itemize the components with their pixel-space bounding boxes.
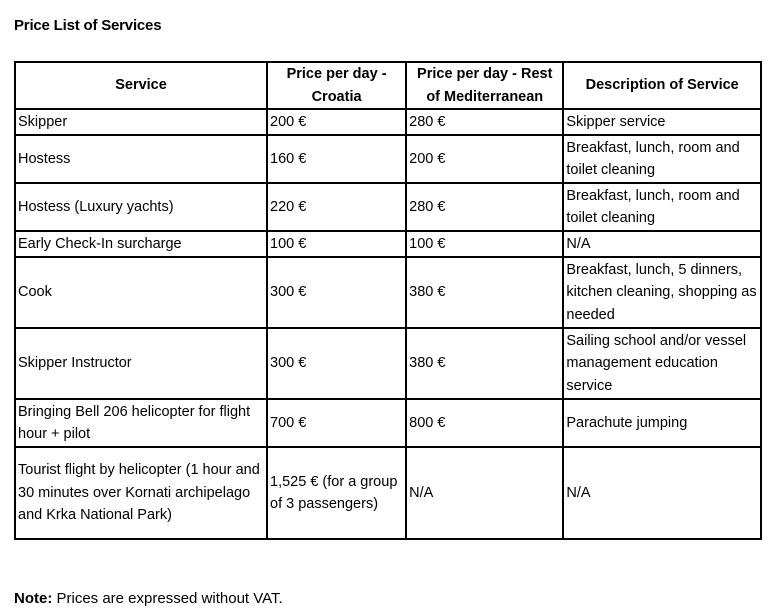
cell-service: Cook	[15, 257, 267, 328]
vat-note	[14, 590, 283, 607]
cell-price-croatia: 160 €	[267, 135, 406, 183]
cell-description: Breakfast, lunch, 5 dinners, kitchen cleaning, shopping as needed	[563, 257, 761, 328]
table-row	[15, 257, 761, 328]
cell-service: Early Check-In surcharge	[15, 231, 267, 257]
cell-price-rest: 280 €	[406, 183, 563, 231]
price-table	[14, 61, 762, 540]
table-row	[15, 183, 761, 231]
cell-price-croatia: 200 €	[267, 109, 406, 135]
cell-price-rest: 800 €	[406, 399, 563, 447]
table-row	[15, 109, 761, 135]
table-header-row	[15, 62, 761, 109]
cell-description: Breakfast, lunch, room and toilet cleaning	[563, 183, 761, 231]
cell-price-croatia: 100 €	[267, 231, 406, 257]
cell-description: N/A	[563, 447, 761, 539]
cell-service: Skipper Instructor	[15, 328, 267, 399]
cell-description: Parachute jumping	[563, 399, 761, 447]
table-row	[15, 447, 761, 539]
cell-service: Hostess	[15, 135, 267, 183]
cell-description: Skipper service	[563, 109, 761, 135]
cell-service: Bringing Bell 206 helicopter for flight hour + pilot	[15, 399, 267, 447]
cell-price-croatia: 300 €	[267, 257, 406, 328]
header-service: Service	[15, 62, 267, 109]
table-row	[15, 231, 761, 257]
note-label: Note:	[14, 590, 53, 607]
note-text: Prices are expressed without VAT.	[52, 590, 283, 607]
cell-price-rest: N/A	[406, 447, 563, 539]
cell-price-croatia: 220 €	[267, 183, 406, 231]
table-row	[15, 328, 761, 399]
header-description: Description of Service	[563, 62, 761, 109]
header-price-croatia: Price per day - Croatia	[267, 62, 406, 109]
cell-price-croatia: 1,525 € (for a group of 3 passengers)	[267, 447, 406, 539]
cell-description: N/A	[563, 231, 761, 257]
cell-description: Sailing school and/or vessel management education service	[563, 328, 761, 399]
cell-price-rest: 380 €	[406, 257, 563, 328]
cell-price-rest: 380 €	[406, 328, 563, 399]
cell-price-rest: 200 €	[406, 135, 563, 183]
cell-price-rest: 100 €	[406, 231, 563, 257]
table-row	[15, 135, 761, 183]
cell-service: Skipper	[15, 109, 267, 135]
page-title: Price List of Services	[14, 17, 162, 34]
cell-description: Breakfast, lunch, room and toilet cleaning	[563, 135, 761, 183]
cell-price-croatia: 700 €	[267, 399, 406, 447]
header-price-rest: Price per day - Rest of Mediterranean	[406, 62, 563, 109]
cell-price-rest: 280 €	[406, 109, 563, 135]
cell-service: Tourist flight by helicopter (1 hour and 30 minutes over Kornati archipelago and Krka National Park)	[15, 447, 267, 539]
cell-service: Hostess (Luxury yachts)	[15, 183, 267, 231]
table-row	[15, 399, 761, 447]
cell-price-croatia: 300 €	[267, 328, 406, 399]
